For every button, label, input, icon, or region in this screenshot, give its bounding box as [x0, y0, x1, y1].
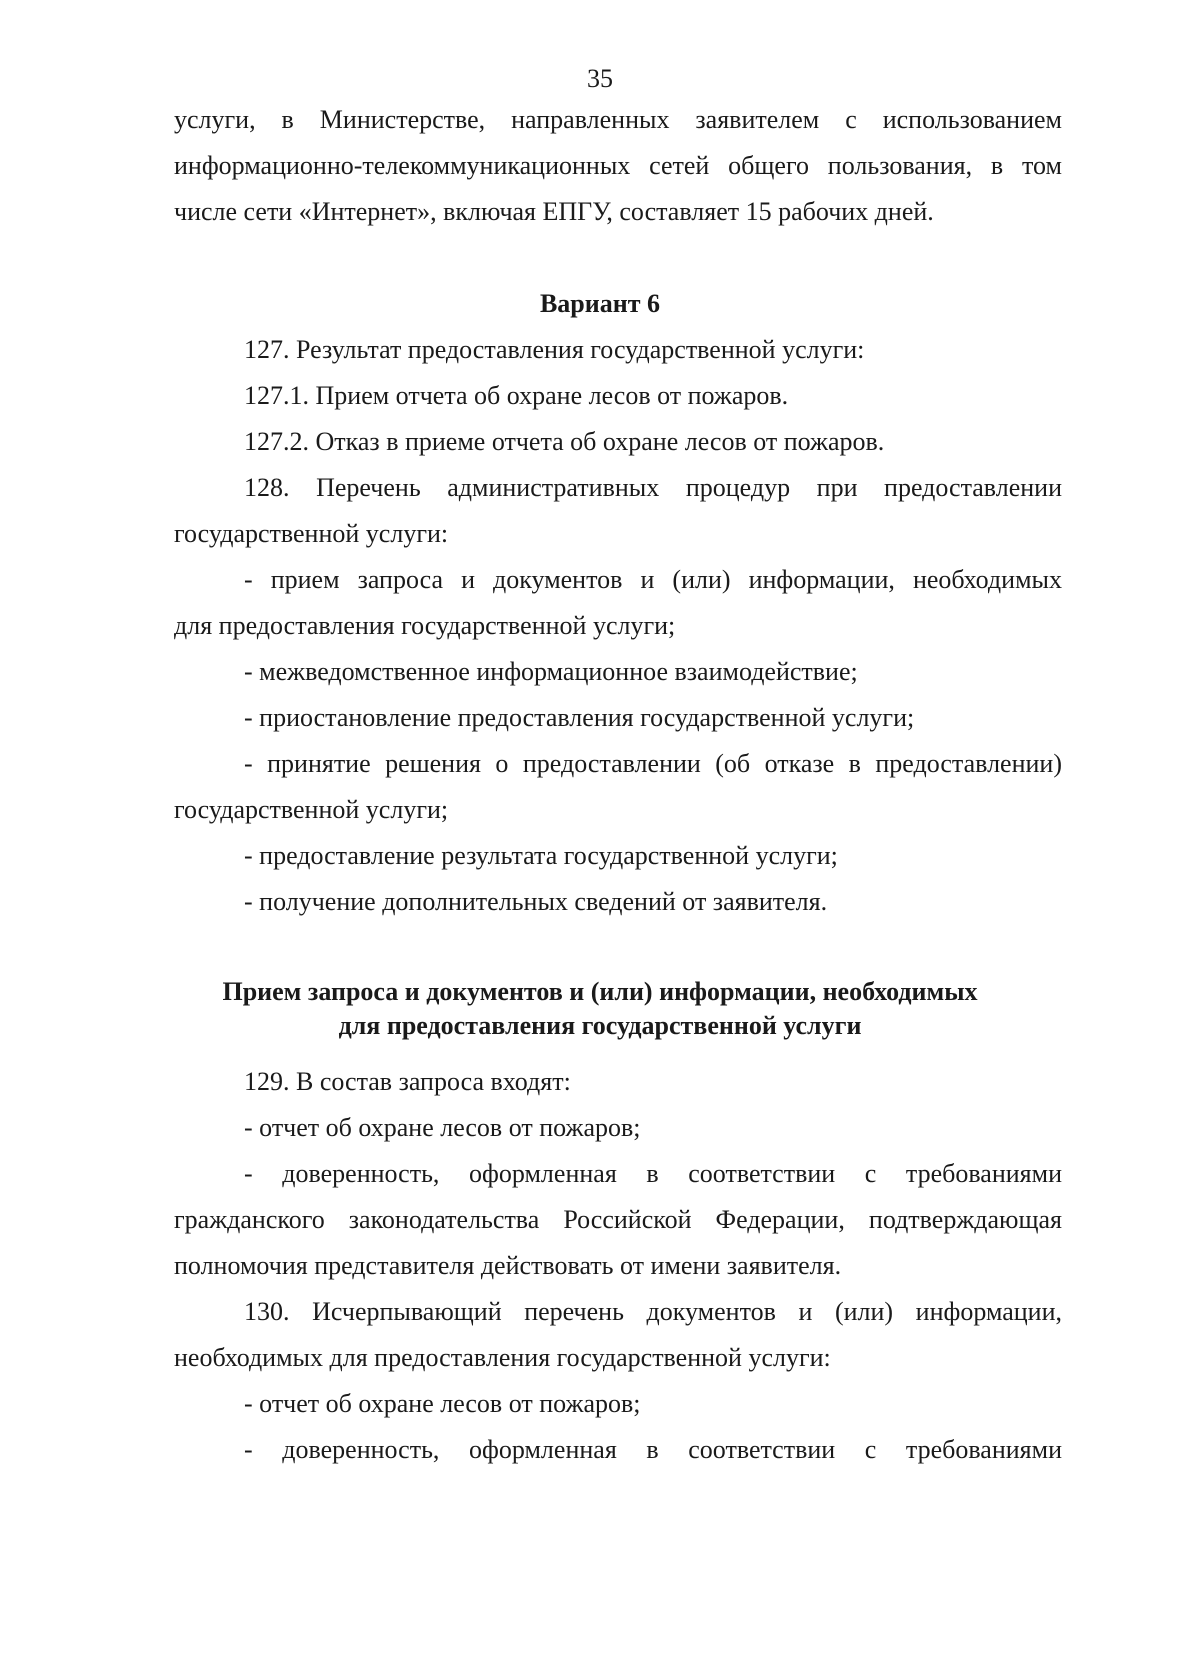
- intro-paragraph: [174, 97, 1062, 235]
- bullet-item: - доверенность, оформленная в соответствии с требованиями: [244, 1159, 1062, 1188]
- bullet-item: - прием запроса и документов и (или) информации, необходимых: [244, 565, 1062, 594]
- paragraph-130-line: необходимых для предоставления государственной услуги:: [174, 1343, 831, 1372]
- paragraph-128-line: 128. Перечень административных процедур при предоставлении: [244, 473, 1062, 502]
- paragraph-127: [174, 327, 1062, 465]
- paragraph-130-line: 130. Исчерпывающий перечень документов и (или) информации,: [244, 1297, 1062, 1326]
- bullet-item-continuation: государственной услуги;: [174, 795, 449, 824]
- paragraph-127-item-2: 127.2. Отказ в приеме отчета об охране лесов от пожаров.: [244, 427, 885, 456]
- page-number: 35: [587, 64, 613, 93]
- section-heading-line-1: Прием запроса и документов и (или) информации, необходимых: [222, 977, 978, 1006]
- intro-line: информационно-телекоммуникационных сетей общего пользования, в том: [174, 151, 1062, 180]
- bullet-item-continuation: для предоставления государственной услуги;: [174, 611, 676, 640]
- paragraph-129-title: 129. В состав запроса входят:: [244, 1067, 571, 1096]
- paragraph-130: [174, 1289, 1062, 1473]
- section-heading-line-2: для предоставления государственной услуги: [338, 1011, 862, 1040]
- intro-line: услуги, в Министерстве, направленных заявителем с использованием: [174, 105, 1062, 134]
- paragraph-128: [174, 465, 1062, 925]
- paragraph-127-title: 127. Результат предоставления государственной услуги:: [244, 335, 865, 364]
- paragraph-127-item-1: 127.1. Прием отчета об охране лесов от пожаров.: [244, 381, 789, 410]
- bullet-item-continuation: полномочия представителя действовать от имени заявителя.: [174, 1251, 842, 1280]
- bullet-item: - получение дополнительных сведений от заявителя.: [244, 887, 828, 916]
- intro-line: числе сети «Интернет», включая ЕПГУ, составляет 15 рабочих дней.: [174, 197, 934, 226]
- bullet-item: - доверенность, оформленная в соответствии с требованиями: [244, 1435, 1062, 1464]
- bullet-item: - приостановление предоставления государственной услуги;: [244, 703, 915, 732]
- bullet-item: - отчет об охране лесов от пожаров;: [244, 1389, 641, 1418]
- bullet-item: - предоставление результата государственной услуги;: [244, 841, 838, 870]
- paragraph-128-line: государственной услуги:: [174, 519, 449, 548]
- bullet-item: - отчет об охране лесов от пожаров;: [244, 1113, 641, 1142]
- bullet-item-continuation: гражданского законодательства Российской Федерации, подтверждающая: [174, 1205, 1062, 1234]
- paragraph-129: [174, 1059, 1062, 1289]
- bullet-item: - принятие решения о предоставлении (об отказе в предоставлении): [244, 749, 1062, 778]
- bullet-item: - межведомственное информационное взаимодействие;: [244, 657, 858, 686]
- variant-heading: Вариант 6: [539, 289, 661, 318]
